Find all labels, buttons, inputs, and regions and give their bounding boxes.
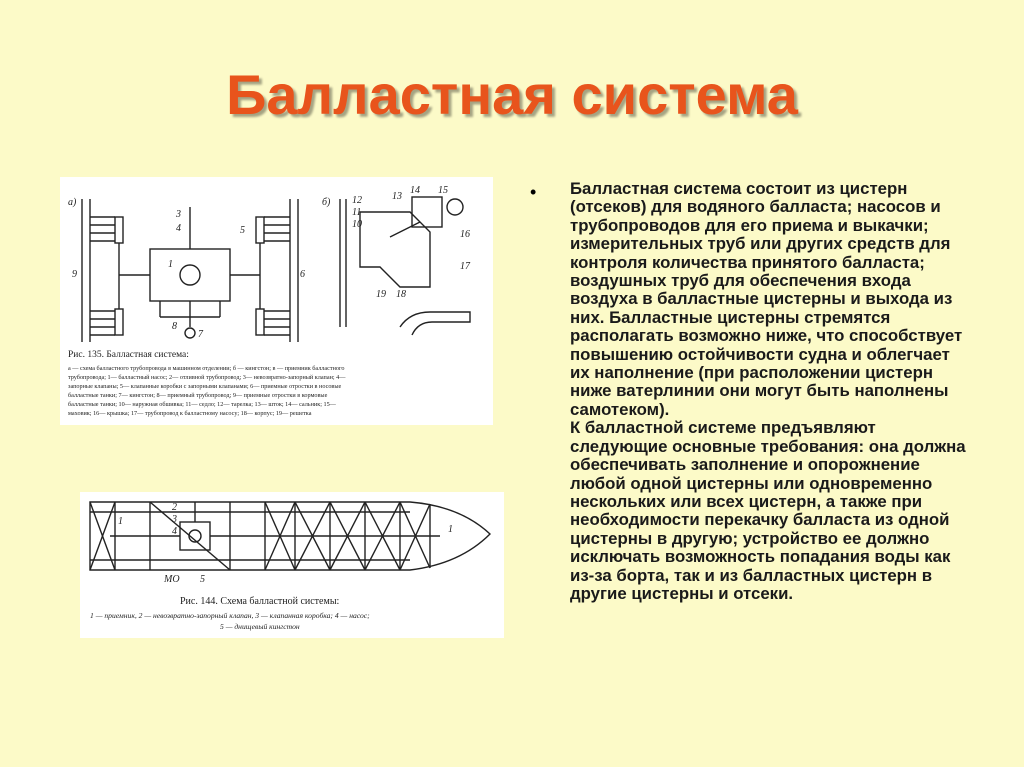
fig1-caption-line: трубопровода; 1— балластный насос; 2— отливной трубопровод; 3— невозвратно-запорный клапан; 4— <box>68 374 346 381</box>
fig1-caption-line: маховик; 16— крышка; 17— трубопровод к балластному насосу; 18— корпус; 19— решетка <box>68 410 312 417</box>
ship-num-4: 4 <box>172 526 177 537</box>
num-8: 8 <box>172 321 177 332</box>
num-15: 15 <box>438 185 448 196</box>
ship-num-1: 1 <box>118 516 123 527</box>
num-17: 17 <box>460 261 470 272</box>
num-19: 19 <box>376 289 386 300</box>
label-a: а) <box>68 197 77 208</box>
num-7: 7 <box>198 329 203 340</box>
num-9: 9 <box>72 269 77 280</box>
fig2-caption-line-2: 5 — днищевый кингстон <box>220 622 300 631</box>
num-5: 5 <box>240 225 245 236</box>
fig1-caption-line: а — схема балластного трубопровода в машинном отделении; б — кингстон; в — приемник балластного <box>68 365 345 372</box>
ballast-diagram-svg <box>60 177 493 425</box>
fig1-caption-line: балластные танки; 7— кингстон; 8— приемный трубопровод; 9— приемные отростки в кормовые <box>68 392 328 399</box>
num-12: 12 <box>352 195 362 206</box>
num-4: 4 <box>176 223 181 234</box>
label-b: б) <box>322 197 331 208</box>
num-6: 6 <box>300 269 305 280</box>
ship-scheme-svg <box>80 492 504 638</box>
ship-num-2: 2 <box>172 502 177 513</box>
bullet-marker: • <box>530 182 537 202</box>
ballast-system-diagram <box>60 177 493 425</box>
num-1: 1 <box>168 259 173 270</box>
num-3: 3 <box>176 209 181 220</box>
num-16: 16 <box>460 229 470 240</box>
ship-num-1b: 1 <box>448 524 453 535</box>
slide-body <box>570 180 970 603</box>
slide-title: Балластная система <box>226 63 798 126</box>
fig2-caption-title: Рис. 144. Схема балластной системы: <box>180 596 340 607</box>
ship-label-mo: МО <box>164 574 180 585</box>
ship-num-5: 5 <box>200 574 205 585</box>
body-paragraph-1: Балластная система состоит из цистерн (отсеков) для водяного балласта; насосов и трубопроводов для его приема и выкачки; измерительных труб или других средств для контроля количества принятого балласта; воздушных труб для обеспечения входа воздуха в балластные цистерны и выхода из них. Балластные цистерны стремятся располагать возможно ниже, что способствует повышению остойчивости судна и облегчает их наполнение (при расположении цистерн ниже ватерлинии они могут быть наполнены самотеком). <box>570 179 963 419</box>
num-14: 14 <box>410 185 420 196</box>
body-paragraph-2: К балластной системе предъявляют следующие основные требования: она должна обеспечивать заполнение и опорожнение любой одной цистерны или одновременно нескольких или всех цистерн, а также при необходимости перекачку балласта из одной цистерны в другую; устройство ее должно исключать возможность попадания воды как из-за борта, так и из балластных цистерн в другие цистерны и отсеки. <box>570 418 966 603</box>
fig1-caption-line: запорные клапаны; 5— клапанные коробки с запорными клапанами; 6— приемные отростки в носовые <box>68 383 342 390</box>
fig1-caption-line: балластные танки; 10— наружная обшивка; 11— седло; 12— тарелка; 13— шток; 14— сальник; 15— <box>68 401 336 408</box>
fig1-caption-title: Рис. 135. Балластная система: <box>68 350 189 360</box>
ship-num-3: 3 <box>172 514 177 525</box>
num-10: 10 <box>352 219 362 230</box>
ship-ballast-scheme <box>80 492 504 638</box>
num-18: 18 <box>396 289 406 300</box>
num-13: 13 <box>392 191 402 202</box>
fig2-caption-line-1: 1 — приемник, 2 — невозвратно-запорный клапан, 3 — клапанная коробка; 4 — насос; <box>90 611 370 620</box>
num-11: 11 <box>352 207 362 218</box>
